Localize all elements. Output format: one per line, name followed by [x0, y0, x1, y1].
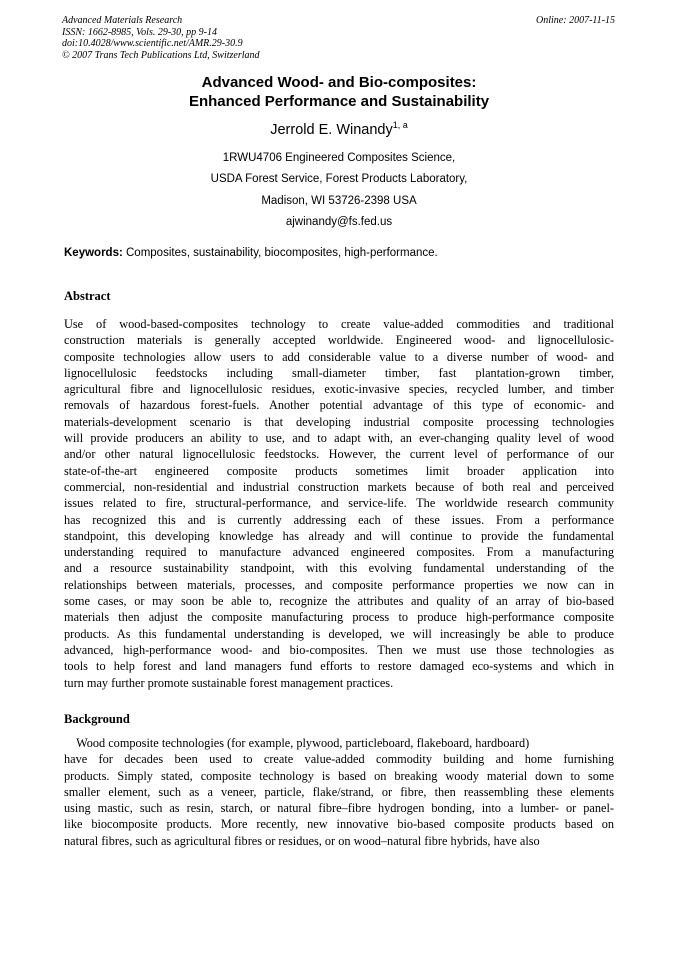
journal-name: Advanced Materials Research: [62, 15, 183, 26]
text-line: construction materials is generally accepted worldwide. Engineered wood- and lignocellulosic-: [64, 333, 614, 348]
text-line: relationships between materials, processes, and composite performance properties we now can in: [64, 577, 614, 592]
text-line: smaller element, such as a veneer, particle, flake/strand, or fibre, then reassembling these elements: [64, 784, 614, 799]
journal-doi: doi:10.4028/www.scientific.net/AMR.29-30.9: [62, 38, 243, 49]
background-heading: Background: [64, 712, 130, 726]
text-line: state-of-the-art engineered composite products sometimes limit broader application into: [64, 463, 614, 478]
affiliation-line-2: USDA Forest Service, Forest Products Laboratory,: [210, 173, 468, 186]
text-line: turn may further promote sustainable forest management practices.: [64, 675, 394, 690]
title-line-1: Advanced Wood- and Bio-composites:: [201, 74, 477, 91]
abstract-heading: Abstract: [64, 289, 111, 303]
abstract-body: [64, 316, 614, 691]
keywords-label: Keywords:: [64, 247, 123, 259]
author-name: Jerrold E. Winandy: [270, 122, 393, 138]
text-line: Use of wood-based-composites technology to create value-added commodities and traditional: [64, 317, 614, 331]
title-line-2: Enhanced Performance and Sustainability: [188, 93, 490, 110]
text-line: composite technologies allow users to add considerable value to a diverse number of wood- and: [64, 349, 614, 364]
text-line: tools to help forest and land managers fund efforts to restore damaged eco-systems and which in: [64, 659, 614, 674]
text-line: Wood composite technologies (for example, plywood, particleboard, flakeboard, hardboard): [64, 736, 530, 750]
author: [0, 121, 678, 139]
text-line: products. As this fundamental understanding is developed, we will increasingly be able to produce: [64, 626, 614, 641]
journal-header: [62, 15, 615, 61]
keywords: [64, 246, 624, 261]
online-date: Online: 2007-11-15: [536, 15, 615, 26]
text-line: commercial, non-residential and industrial construction markets because of both real and perceived: [64, 479, 614, 494]
text-line: and a resource sustainability standpoint, with this evolving fundamental understanding of the: [64, 561, 614, 576]
affiliation-line-3: Madison, WI 53726-2398 USA: [261, 194, 417, 207]
affiliation: [0, 148, 678, 233]
author-superscript: 1, a: [392, 120, 408, 130]
text-line: standpoint, this developing knowledge has already and will continue to provide the fundamental: [64, 528, 614, 543]
author-email: ajwinandy@fs.fed.us: [285, 215, 393, 228]
affiliation-line-1: 1RWU4706 Engineered Composites Science,: [222, 152, 456, 164]
text-line: understanding required to manufacture advanced engineered composites. From a manufacturing: [64, 545, 614, 560]
keywords-text: Composites, sustainability, biocomposites, high-performance.: [122, 247, 438, 259]
text-line: materials-development scenario is that developing industrial composite processing technologies: [64, 414, 614, 429]
text-line: some cases, or may soon be able to, recognize the attributes and quality of an array of bio-based: [64, 594, 614, 609]
text-line: materials then adjust the composite manufacturing process to produce high-performance composite: [64, 610, 614, 625]
text-line: natural fibres, such as agricultural fibres or residues, or on wood–natural fibre hybrids, have also: [64, 833, 540, 848]
text-line: issues related to fire, structural-performance, and service-life. The worldwide research community: [64, 496, 614, 511]
text-line: using mastic, such as resin, starch, or natural fibre–fibre hydrogen bonding, into a lumber- or panel-: [64, 801, 614, 816]
text-line: removals of hazardous forest-fuels. Another potential advantage of this type of economic- and: [64, 398, 614, 413]
text-line: products. Simply stated, composite technology is based on breaking woody material down to some: [64, 768, 614, 783]
text-line: will provide producers an ability to use, and to adapt with, an ever-changing quality level of wood: [64, 431, 614, 446]
background-body: [64, 735, 614, 849]
journal-copyright: © 2007 Trans Tech Publications Ltd, Switzerland: [62, 49, 260, 61]
text-line: and/or other natural lignocellulosic feedstocks. However, the current level of performance of our: [64, 447, 614, 462]
text-line: advanced, high-performance wood- and bio-composites. Then we must use those technologies as: [64, 642, 614, 657]
text-line: lignocellulosic feedstocks including small-diameter timber, fast plantation-grown timber,: [64, 365, 614, 380]
text-line: agricultural fibre and lignocellulosic residues, exotic-invasive species, recycled lumber, and timber: [64, 382, 614, 397]
text-line: like biocomposite products. More recently, new innovative bio-based composite products based on: [64, 817, 614, 832]
text-line: has recognized this and is currently addressing each of these issues. From a performance: [64, 512, 614, 527]
journal-issn: ISSN: 1662-8985, Vols. 29-30, pp 9-14: [62, 26, 217, 38]
paper-title: [0, 73, 678, 111]
text-line: have for decades been used to create value-added commodity building and home furnishing: [64, 752, 614, 767]
